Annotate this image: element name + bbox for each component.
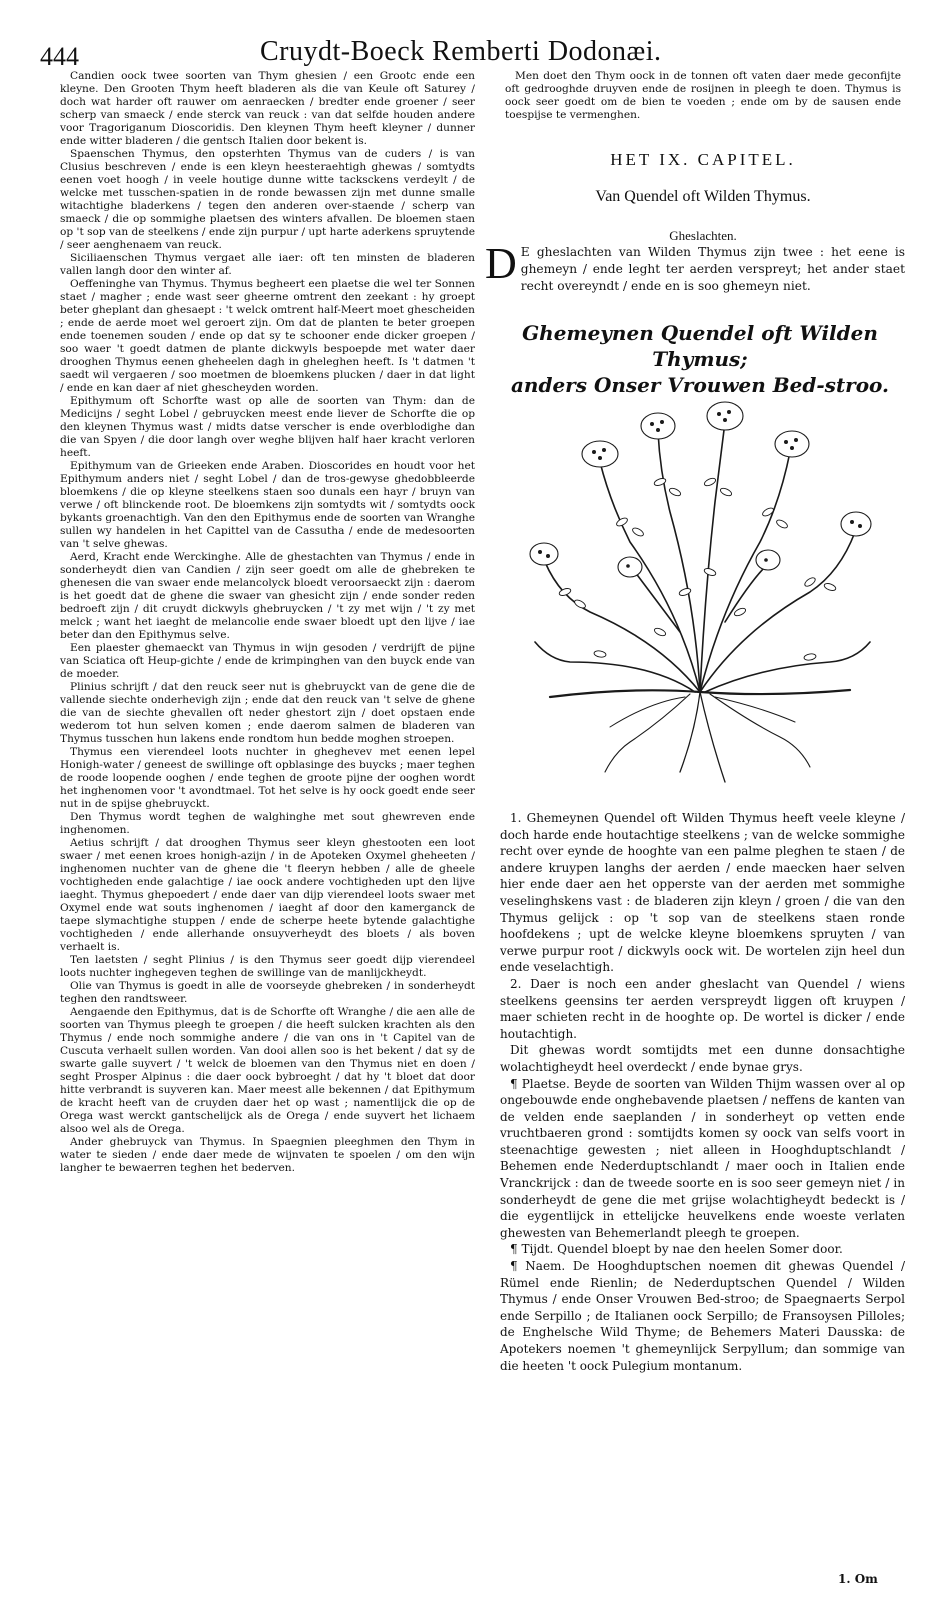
- paragraph: Spaenschen Thymus, den opsterhten Thymus van de cuders / is van Clusius beschreven / ende is een kleyn heesteraehtigh ghewas / somtydts eenen voet hoogh / in veele houtige dunne witte tacksckens verdeylt / de welcke met tusschen-spatien in de ronde bewassen zijn met dunne smalle witachtighe bladerkens / tegen den anderen over-staende / scherp van smaeck / die op sommighe plaetsen des winters afvallen. De bloemen staen op 't sop van de steelkens / ende zijn purpur / upt harte aderkens spruytende / seer aenghenaem van reuck.: [60, 148, 475, 251]
- paragraph: Aengaende den Epithymus, dat is de Schorfte oft Wranghe / die aen alle de soorten van Thymus pleegh te groepen / die heeft sulcken krachten als den Thymus / ende noch sommighe andere / die van ons in 't Capitel van de Cuscuta verhaelt sullen worden. Van dooi allen soo is het bekent / dat sy de swarte galle suyvert / 't welck de bloemen van den Thymus niet en doen / seght Prosper Alpinus : die daer oock bybroeght / dat hy 't bloet dat door hitte verbrandt is suyveren kan. Maer meest alle bekennen / dat Epithymum de kracht heeft van de cruyden daer het op wast ; namentlijck die op de Orega wast werckt gantschelijck als de Orega / ende suyvert het lichaem alsoo wel als de Orega.: [60, 1006, 475, 1135]
- paragraph: Ander ghebruyck van Thymus. In Spaegnien pleeghmen den Thym in water te sieden / ende daer mede de wijnvaten te spoelen / om den wijn langher te bewaerren teghen het bederven.: [60, 1136, 475, 1174]
- right-column-body: [500, 810, 905, 1374]
- paragraph: 1. Ghemeynen Quendel oft Wilden Thymus heeft veele kleyne / doch harde ende houtachtige steelkens ; van de welcke sommighe recht over eynde de hooghte van een palme pleghen te staen / de andere kruypen langhs der aerden / ende maecken haer selven hier ende daer aen het opperste van der aerden met sommighe veselinghskens vast : de bladeren zijn kleyn / groen / die van den Thymus gelijck : op 't sop van de steelkens staen ronde hoofdekens ; upt de welcke kleyne bloemkens spruyten / van verwe purpur root / dickwyls oock wit. De wortelen zijn heel dun ende veselachtigh.: [500, 811, 905, 975]
- paragraph: Men doet den Thym oock in de tonnen oft vaten daer mede geconfijte oft gedrooghde druyven ende de rosijnen in pleegh te doen. Thymus is oock seer goedt om de bien te voeden ; ende om by de sausen ende toespijse te vermenghen.: [505, 70, 901, 121]
- plate-title-line: Ghemeynen Quendel oft Wilden Thymus;: [522, 321, 878, 371]
- catchword: 1. Om: [838, 1572, 878, 1586]
- paragraph: Thymus een vierendeel loots nuchter in gheghevev met eenen lepel Honigh-water / geneest de swillinge oft opblasinge des buycks ; maer teghen de roode loopende ooghen / ende teghen de groote pijne der ooghen wordt het inghenomen voor 't avondtmael. Tot het selve is hy oock goedt ende seer nut in de spijse ghebruyckt.: [60, 746, 475, 810]
- paragraph: ¶ Tijdt. Quendel bloept by nae den heelen Somer door.: [510, 1242, 843, 1257]
- plate-title-line: anders Onser Vrouwen Bed-stroo.: [510, 373, 890, 397]
- paragraph: Oeffeninghe van Thymus. Thymus begheert een plaetse die wel ter Sonnen staet / magher ; ende wast seer gheerne omtrent den zeekant : hy groept beter gheplant dan ghesaept : 't welck omtrent half-Meert moet ghescheiden ; ende de aerde moet wel geroert zijn. Om dat de planten te beter groepen ende toenemen souden / ende op dat sy te schooner ende dicker groepen / soo waer 't goedt datmen de plante dickwyls bespoepde met water daer drooghen Thymus eenen gheheelen dagh in gheleghen heeft. Is 't datmen 't saedt wil vergaeren / soo moetmen de bloemkens plucken / daer in dat light / ende en kan daer af niet ghescheyden worden.: [60, 278, 475, 394]
- page-number: 444: [40, 42, 79, 71]
- right-column-top: [505, 70, 901, 122]
- thyme-plant-woodcut: [510, 392, 890, 792]
- paragraph: ¶ Naem. De Hooghduptschen noemen dit ghewas Quendel / Rümel ende Rienlin; de Nederduptschen Quendel / Wilden Thymus / ende Onser Vrouwen Bed-stroo; de Spaegnaerts Serpol ende Serpillo ; de Italianen oock Serpillo; de Fransoysen Pilloles; de Enghelsche Wild Thyme; de Behemers Materi Dausska: de Apotekers noemen 't ghemeynlijck Serpyllum; dan sommige van die heeten 't oock Pulegium montanum.: [500, 1259, 905, 1373]
- paragraph: Ten laetsten / seght Plinius / is den Thymus seer goedt dijp vierendeel loots nuchter inghegeven teghen de swillinge van de manlijckheydt.: [60, 954, 475, 979]
- paragraph: Olie van Thymus is goedt in alle de voorseyde ghebreken / in sonderheydt teghen den randtsweer.: [60, 980, 475, 1005]
- chapter-subtitle: Van Quendel oft Wilden Thymus.: [595, 188, 811, 205]
- paragraph: Aerd, Kracht ende Werckinghe. Alle de ghestachten van Thymus / ende in sonderheydt dien van Candien / zijn seer goedt om alle de ghebreken te ghenesen die van swaer ende melancolyck bloedt veroorsaeckt zijn : daerom is het goedt dat de ghene die swaer van ghesicht zijn / ende sonder reden bedroeft zijn / dit cruydt dickwyls ghebruycken / 't zy met wijn / 't zy met melck ; want het iaeght de melancolie ende swaer bloedt upt den lijve / iae beter dan den Epithymus selve.: [60, 551, 475, 641]
- paragraph: Epithymum van de Grieeken ende Araben. Dioscorides en houdt voor het Epithymum anders niet / seght Lobel / dan de tros-gewyse ghedobbleerde bloemkens / die op kleyne steelkens staen soo dunals een hayr / bruyn van verwe / oft blinckende root. De bloemkens zijn somtydts wit / somtydts oock bykants groenachtigh. Van den den Epithymus ende de soorten van Wranghe sullen wy handelen in het Capittel van de Cassutha / ende de medesoorten van 't selve ghewas.: [60, 460, 475, 550]
- chapter-title: HET IX. CAPITEL.: [610, 150, 796, 169]
- left-column: [60, 70, 475, 1175]
- chapter-intro: [485, 239, 905, 295]
- paragraph: Den Thymus wordt teghen de walghinghe met sout ghewreven ende inghenomen.: [60, 811, 475, 836]
- running-head: Cruydt-Boeck Remberti Dodonæi.: [260, 36, 662, 67]
- paragraph: Dit ghewas wordt somtijdts met een dunne donsachtighe wolachtigheydt heel overdeckt / ende bynae grys.: [500, 1043, 905, 1074]
- paragraph: Siciliaenschen Thymus vergaet alle iaer: oft ten minsten de bladeren vallen langh door den winter af.: [60, 252, 475, 277]
- paragraph: Candien oock twee soorten van Thym ghesien / een Grootc ende een kleyne. Den Grooten Thym heeft bladeren als die van Keule oft Saturey / doch wat harder oft rauwer om aenraecken / bredter ende groener / seer scherp van smaeck / ende sterck van reuck : van dat selfde houden andere voor Tragoriganum Dioscoridis. Den kleynen Thym heeft kleyner / dunner ende witter bladeren / die gentsch Italien door bekent is.: [60, 70, 475, 147]
- paragraph: Epithymum oft Schorfte wast op alle de soorten van Thym: dan de Medicijns / seght Lobel / gebruycken meest ende liever de Schorfte die op den kleynen Thymus wast / midts datse verscher is ende overblodighe dan die van Spyen / die door langh over weghe blijven half haer kracht verloren heeft.: [60, 395, 475, 459]
- paragraph: Plinius schrijft / dat den reuck seer nut is ghebruyckt van de gene die de vallende siechte onderhevigh zijn ; ende dat den reuck van 't selve de ghene die van de siechte ghevallen oft neder ghestort zijn / doet opstaen ende wederom tot hun selven komen ; ende daerom salmen de bladeren van Thymus tusschen hun lakens ende rondtom hun bedde moghen stroepen.: [60, 681, 475, 745]
- paragraph: 2. Daer is noch een ander gheslacht van Quendel / wiens steelkens geensins ter aerden verspreydt liggen oft kruypen / maer schieten recht in de hooghte op. De wortel is dicker / ende houtachtigh.: [500, 976, 905, 1041]
- intro-text: E gheslachten van Wilden Thymus zijn twee : het eene is ghemeyn / ende leght ter aerden verspreyt; het ander staet recht overeyndt / ende en is soo ghemeyn niet.: [520, 245, 905, 293]
- paragraph: Aetius schrijft / dat drooghen Thymus seer kleyn ghestooten een loot swaer / met eenen kroes honigh-azijn / in de Apoteken Oxymel gheheeten / inghenomen nuchter van de ghene die 't fleeryn hebben / alle de gheele vochtigheden ende galachtige / iae oock andere vochtigheden upt den lijve iaeght. Thymus ghepoedert / ende daer van dijp vierendeel loots swaer met Oxymel ende wat souts inghenomen / iaeght af door den kamerganck de taepe slymachtighe stuppen / ende de scherpe heete bytende galachtighe vochtigheden / ende allerhande onsuyverheydt des bloets / als boven verhaelt is.: [60, 837, 475, 953]
- plate-title: [485, 320, 915, 398]
- drop-cap: D: [485, 239, 517, 288]
- paragraph: ¶ Plaetse. Beyde de soorten van Wilden Thijm wassen over al op ongebouwde ende onghebavende plaetsen / neffens de kanten van de velden ende saeplanden / in sonderheyt op vetten ende vruchtbaeren grond : somtijdts komen sy oock van selfs voort in steenachtige gewesten ; niet alleen in Hooghduptschlandt / Behemen ende Nederduptschlandt / maer ooch in Italien ende Vranckrijck : dan de tweede soorte en is soo seer gemeyn niet / in sonderheydt de gene die met grijse wolachtigheydt bedeckt is / die eygentlijck in ettelijcke heuvelkens ende woeste verlaten ghewesten van Behemerlandt pleegh te groepen.: [500, 1076, 905, 1240]
- paragraph: Een plaester ghemaeckt van Thymus in wijn gesoden / verdrijft de pijne van Sciatica oft Heup-gichte / ende de krimpinghen van den buyck ende van de moeder.: [60, 642, 475, 680]
- section-heading: Gheslachten.: [669, 228, 737, 243]
